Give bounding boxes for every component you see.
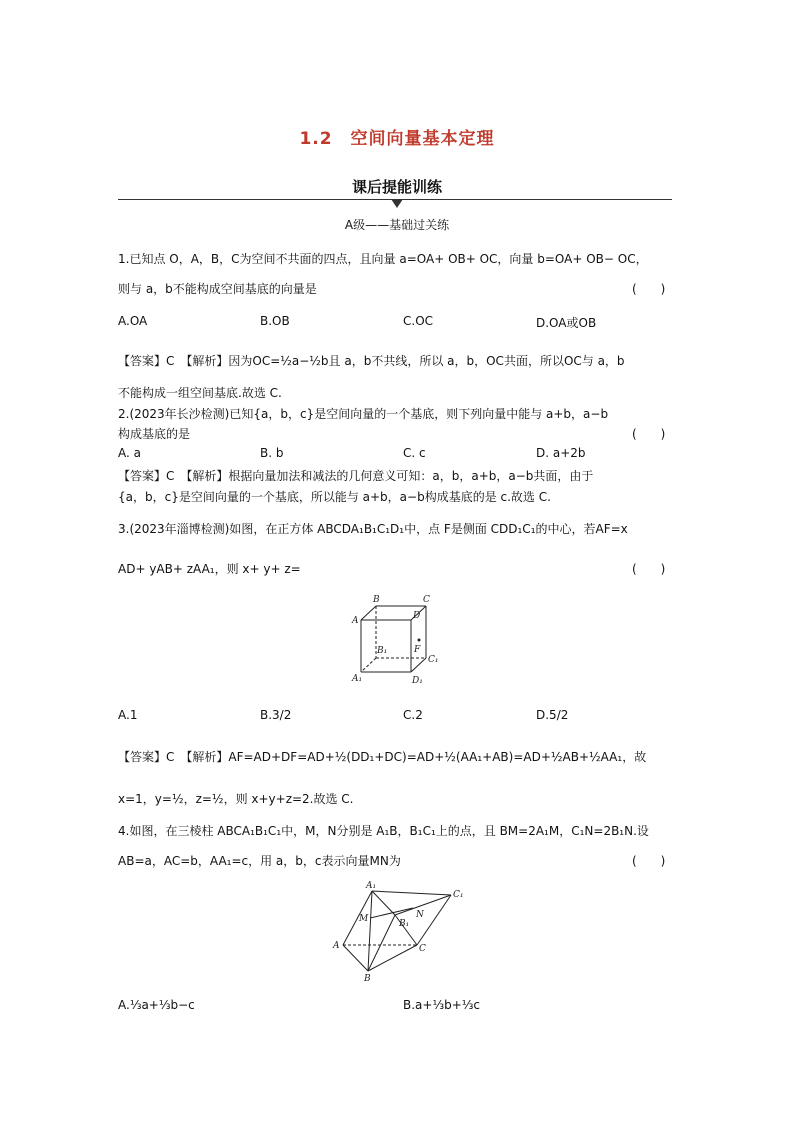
q2-option-d: D. a+2b xyxy=(536,446,586,460)
prism-figure xyxy=(325,877,475,987)
q3-option-d: D.5/2 xyxy=(536,708,569,722)
q2-answer-line2: {a，b，c}是空间向量的一个基底，所以能与 a+b，a−b构成基底的是 c.故选 C. xyxy=(118,490,551,504)
q2-option-a: A. a xyxy=(118,446,141,460)
q2-option-b: B. b xyxy=(260,446,284,460)
prism-label-a: A xyxy=(333,941,340,951)
level-heading: A级——基础过关练 xyxy=(344,218,450,232)
q1-answer-blank: ( ) xyxy=(632,282,666,296)
q1-option-c: C.OC xyxy=(403,314,434,328)
q2-stem-line2: 构成基底的是 xyxy=(118,427,191,441)
cube-label-d: D xyxy=(413,611,421,621)
cube-label-c1: C₁ xyxy=(428,655,439,665)
cube-label-d1: D₁ xyxy=(412,676,423,686)
q2-answer-line1: 【答案】C 【解析】根据向量加法和减法的几何意义可知：a，b，a+b，a−b共面，由于 xyxy=(118,469,594,483)
q1-stem-line2: 则与 a，b不能构成空间基底的向量是 xyxy=(118,282,317,296)
q4-stem-line2: AB=a，AC=b，AA₁=c，用 a，b，c表示向量MN为 xyxy=(118,854,401,868)
cube-label-b1: B₁ xyxy=(377,646,388,656)
q3-answer-line2: x=1，y=½，z=½，则 x+y+z=2.故选 C. xyxy=(118,792,354,806)
prism-label-m: M xyxy=(359,914,369,924)
q3-answer-line1: 【答案】C 【解析】AF=AD+DF=AD+½(DD₁+DC)=AD+½(AA₁+AB)=AD+½AB+½AA₁，故 xyxy=(118,750,647,764)
q3-answer-blank: ( ) xyxy=(632,562,666,576)
prism-label-n: N xyxy=(416,910,424,920)
q4-option-b: B.a+⅓b+⅓c xyxy=(403,998,480,1012)
page-title: 1.2 空间向量基本定理 xyxy=(299,129,495,149)
cube-label-b: B xyxy=(373,595,380,605)
cube-label-a: A xyxy=(352,616,359,626)
prism-label-b1: B₁ xyxy=(399,919,410,929)
cube-label-a1: A₁ xyxy=(352,674,363,684)
q1-answer-line2: 不能构成一组空间基底.故选 C. xyxy=(118,386,282,400)
q2-option-c: C. c xyxy=(403,446,426,460)
q3-option-a: A.1 xyxy=(118,708,138,722)
prism-label-c: C xyxy=(419,944,426,954)
q4-stem-line1: 4.如图，在三棱柱 ABCA₁B₁C₁中，M，N分别是 A₁B，B₁C₁上的点，且 BM=2A₁M，C₁N=2B₁N.设 xyxy=(118,824,649,838)
divider-arrow-icon xyxy=(391,199,403,208)
cube-label-c: C xyxy=(423,595,430,605)
q4-answer-blank: ( ) xyxy=(632,854,666,868)
q1-answer-line1: 【答案】C 【解析】因为OC=½a−½b且 a，b不共线，所以 a，b，OC共面，所以OC与 a，b xyxy=(118,354,625,368)
q1-option-d: D.OA或OB xyxy=(536,316,597,330)
prism-label-a1: A₁ xyxy=(366,881,377,891)
prism-label-b: B xyxy=(364,974,371,984)
q3-stem-line1: 3.(2023年淄博检测)如图，在正方体 ABCDA₁B₁C₁D₁中，点 F是侧面 CDD₁C₁的中心，若AF=x xyxy=(118,522,628,536)
prism-label-c1: C₁ xyxy=(453,890,464,900)
cube-figure xyxy=(350,592,450,687)
q1-option-a: A.OA xyxy=(118,314,148,328)
q1-stem-line1: 1.已知点 O，A，B，C为空间不共面的四点，且向量 a=OA+ OB+ OC，向量 b=OA+ OB− OC， xyxy=(118,252,648,266)
q1-option-b: B.OB xyxy=(260,314,290,328)
point-f-marker xyxy=(418,639,421,642)
section-subtitle: 课后提能训练 xyxy=(351,178,442,196)
q2-stem-line1: 2.(2023年长沙检测)已知{a，b，c}是空间向量的一个基底，则下列向量中能与 a+b，a−b xyxy=(118,407,609,421)
q3-stem-line2: AD+ yAB+ zAA₁，则 x+ y+ z= xyxy=(118,562,301,576)
q4-option-a: A.⅓a+⅓b−c xyxy=(118,998,195,1012)
cube-label-f: F xyxy=(414,645,421,655)
q3-option-c: C.2 xyxy=(403,708,423,722)
q2-answer-blank: ( ) xyxy=(632,427,666,441)
q3-option-b: B.3/2 xyxy=(260,708,292,722)
